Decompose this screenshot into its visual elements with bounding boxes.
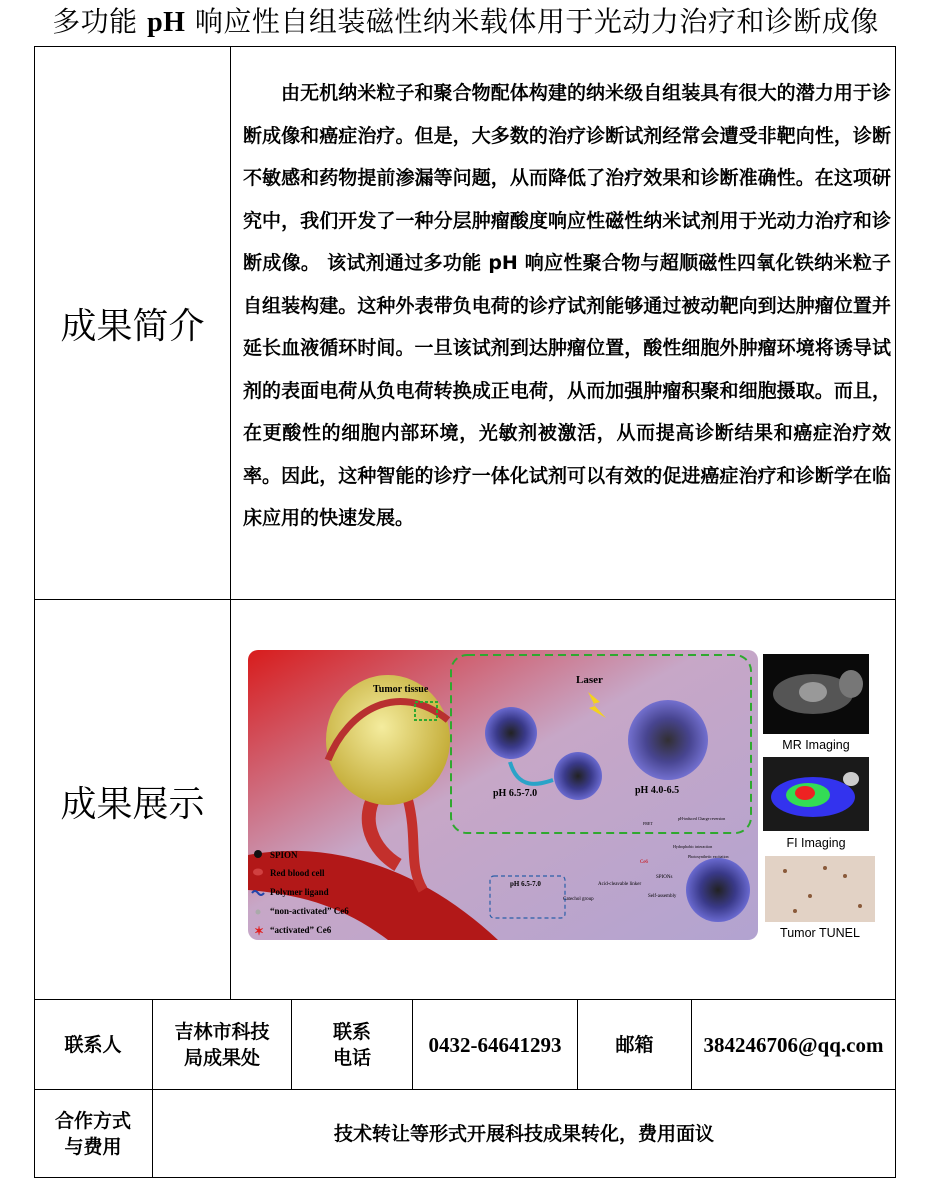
- intro-text: 由无机纳米粒子和聚合物配体构建的纳米级自组装具有很大的潜力用于诊断成像和癌症治疗。但是，大多数的治疗诊断试剂经常会遭受非靶向性，诊断不敏感和药物提前渗漏等问题，从而降低了治疗效果和诊断准确性。在这项研究中，我们开发了一种分层肿瘤酸度响应性磁性纳米试剂用于光动力治疗和诊断成像。 该试剂通过多功能 pH 响应性聚合物与超顺磁性四氧化铁纳米粒子自组装构建。这种外表带负电荷的诊疗试剂能够通过被动靶向到达肿瘤位置并延长血液循环时间。一旦该试剂到达肿瘤位置，酸性细胞外肿瘤环境将诱导试剂的表面电荷从负电荷转换成正电荷，从而加强肿瘤积聚和细胞摄取。而且，在更酸性的细胞内部环境，光敏剂被激活，从而提高诊断结果和癌症治疗效率。因此，这种智能的诊疗一体化试剂可以有效的促进癌症治疗和诊断学在临床应用的快速发展。: [243, 82, 891, 529]
- tumor-tunel-image: [765, 856, 875, 922]
- contact-phone-label: 联系电话: [332, 1020, 371, 1069]
- photo-label: Photosynthetic excitation: [688, 854, 729, 859]
- ph-label-2: pH 4.0-6.5: [635, 785, 680, 796]
- catechol-label: Catechol group: [563, 897, 594, 902]
- contact-person-value: 吉林市科技局成果处: [174, 1020, 270, 1069]
- nanoparticle-positive: [554, 752, 602, 800]
- contact-email-value[interactable]: 384246706@qq.com: [703, 1032, 884, 1057]
- nanoparticle-activated: [628, 700, 708, 780]
- acid-linker-label: Acid-cleavable linker: [598, 882, 642, 887]
- mechanism-figure: [248, 650, 758, 940]
- self-assembly-label: Self-assembly: [648, 894, 677, 899]
- legend-rbc: Red blood cell: [270, 868, 325, 878]
- self-assembled-particle: [686, 858, 750, 922]
- showcase-label: 成果展示: [60, 784, 205, 825]
- cooperation-value: 技术转让等形式开展科技成果转化，费用面议: [333, 1122, 714, 1145]
- title-prefix: 多功能: [52, 5, 148, 38]
- nanoparticle-negative: [485, 707, 537, 759]
- contact-email-label: 邮箱: [615, 1033, 654, 1056]
- tumor-tunel-caption: Tumor TUNEL: [780, 926, 860, 940]
- page-title: [0, 0, 931, 44]
- legend-non-activated: “non-activated” Ce6: [270, 906, 349, 916]
- title-suffix: 响应性自组装磁性纳米载体用于光动力治疗和诊断成像: [185, 5, 879, 38]
- hydrophobic-label: Hydrophobic interaction: [673, 844, 713, 849]
- fi-imaging-caption: FI Imaging: [786, 836, 846, 850]
- ph-label-3: pH 6.5-7.0: [510, 880, 541, 888]
- laser-label: Laser: [576, 674, 603, 686]
- cooperation-label: 合作方式与费用: [54, 1109, 131, 1158]
- charge-label: pH-induced Charge reversion: [678, 816, 726, 821]
- spions-label: SPIONs: [656, 875, 673, 880]
- intro-label: 成果简介: [60, 306, 205, 347]
- contact-person-label: 联系人: [64, 1033, 122, 1056]
- legend-spion: SPION: [270, 850, 298, 860]
- legend-polymer: Polymer ligand: [270, 887, 329, 897]
- tumor-tissue-label: Tumor tissue: [373, 684, 429, 695]
- contact-phone-value: 0432-64641293: [428, 1032, 562, 1057]
- ph-label-1: pH 6.5-7.0: [493, 788, 538, 799]
- legend-activated: “activated” Ce6: [270, 925, 332, 935]
- svg-text:✶: ✶: [254, 924, 265, 938]
- title-ph: pH: [147, 7, 186, 38]
- mr-imaging-image: [763, 654, 869, 734]
- ce6-label: Ce6: [640, 860, 649, 865]
- mr-imaging-caption: MR Imaging: [782, 738, 850, 752]
- fi-imaging-image: [763, 757, 869, 831]
- fret-label: FRET: [643, 821, 653, 826]
